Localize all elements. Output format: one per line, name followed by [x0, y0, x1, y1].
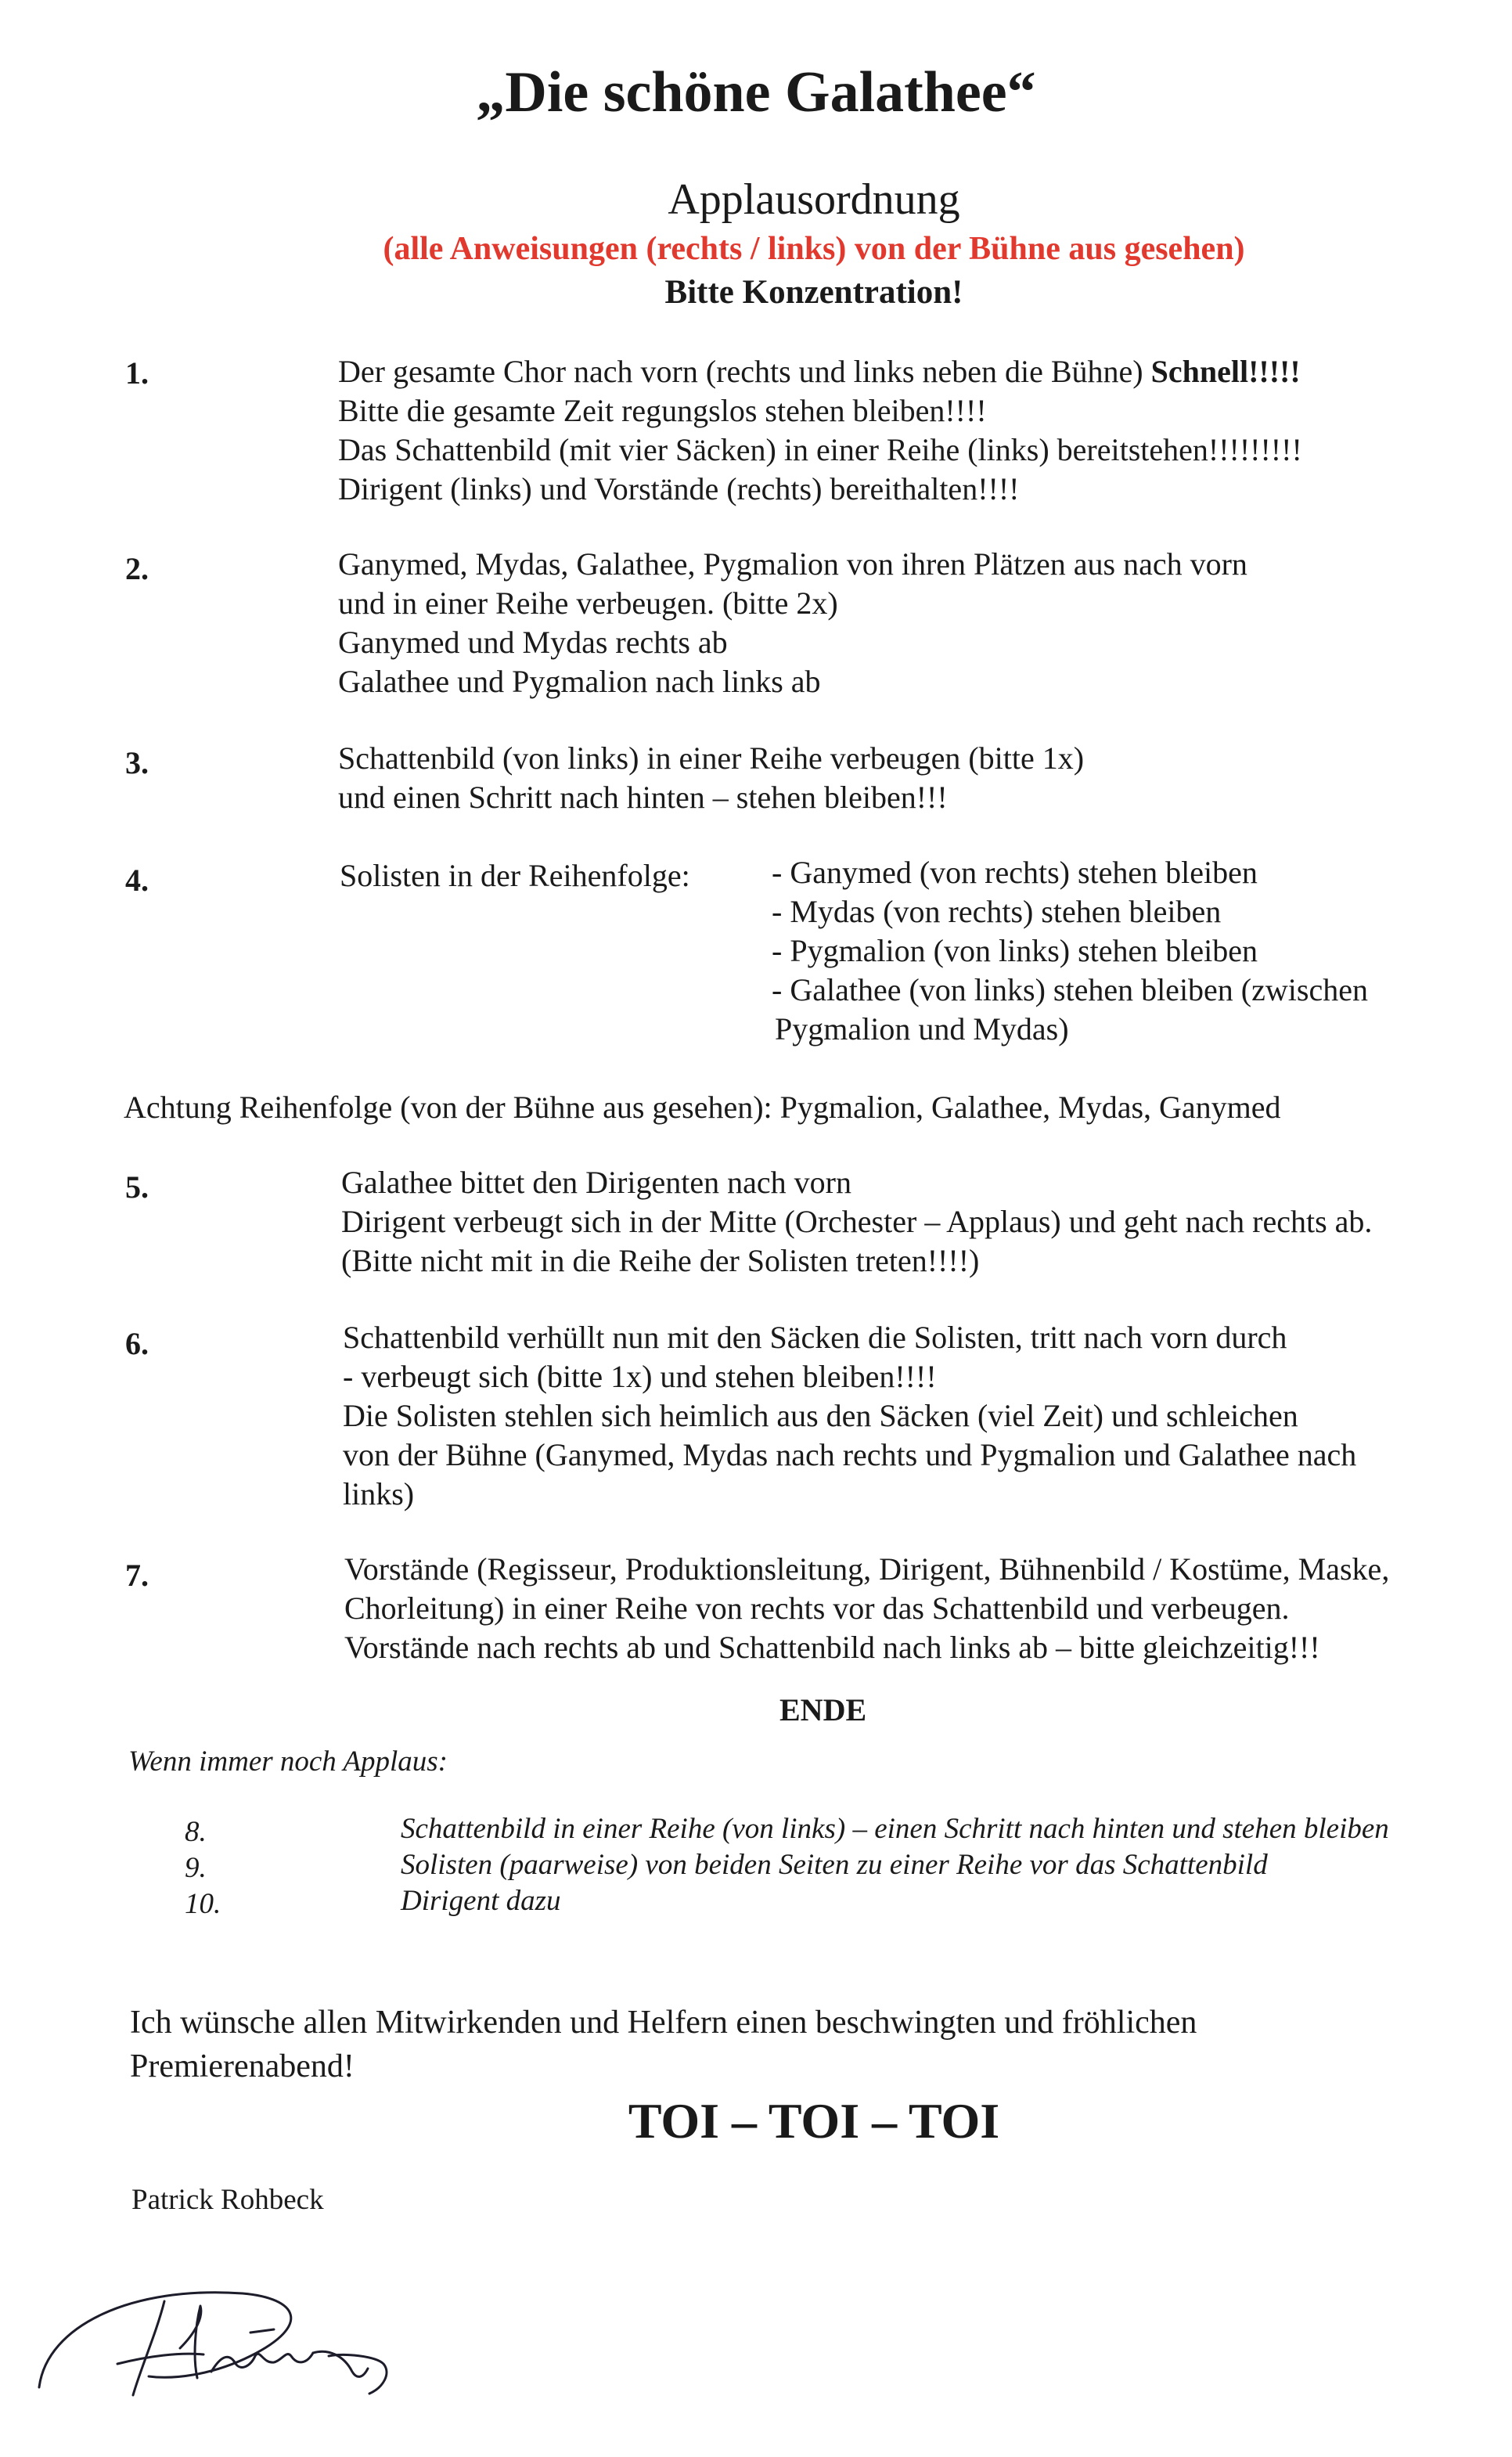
item-line: Vorstände nach rechts ab und Schattenbild nach links ab – bitte gleichzeitig!!! [344, 1630, 1320, 1665]
item-line: Schattenbild (von links) in einer Reihe verbeugen (bitte 1x) [338, 740, 1085, 776]
item-4-list [772, 853, 1368, 1049]
item-3-text [338, 739, 1084, 817]
item-line: - Mydas (von rechts) stehen bleiben [772, 894, 1222, 929]
emphasis-text: Schnell!!!!! [1143, 354, 1301, 389]
extra-item-number: 8. [185, 1816, 207, 1848]
extra-item-text: Schattenbild in einer Reihe (von links) – einen Schritt nach hinten und stehen bleiben [401, 1813, 1389, 1845]
item-line: Die Solisten stehlen sich heimlich aus den Säcken (viel Zeit) und schleichen [343, 1398, 1298, 1433]
item-line: Vorstände (Regisseur, Produktionsleitung, Dirigent, Bühnenbild / Kostüme, Maske, [344, 1551, 1390, 1587]
end-label: ENDE [779, 1692, 867, 1727]
item-line: Dirigent (links) und Vorstände (rechts) bereithalten!!!! [338, 471, 1020, 506]
extra-item-number: 10. [185, 1888, 221, 1920]
item-line: Das Schattenbild (mit vier Säcken) in einer Reihe (links) bereitstehen!!!!!!!!! [338, 432, 1302, 467]
document-subtitle: Applausordnung [668, 175, 960, 224]
item-number: 1. [125, 355, 149, 391]
signature-icon [16, 2239, 454, 2411]
item-line: und in einer Reihe verbeugen. (bitte 2x) [338, 585, 838, 621]
closing-line: Ich wünsche allen Mitwirkenden und Helfern einen beschwingten und fröhlichen [130, 2005, 1197, 2041]
extra-item-text: Dirigent dazu [401, 1885, 561, 1917]
item-line: - verbeugt sich (bitte 1x) und stehen bleiben!!!! [343, 1359, 937, 1394]
item-line [338, 352, 1302, 391]
item-line: - Ganymed (von rechts) stehen bleiben [772, 855, 1258, 890]
item-number: 7. [125, 1558, 149, 1593]
item-number: 5. [125, 1169, 149, 1205]
item-line-text: Der gesamte Chor nach vorn (rechts und links neben die Bühne) [338, 354, 1143, 389]
item-6-text [343, 1318, 1356, 1514]
item-1-text [338, 352, 1302, 509]
extra-item-number: 9. [185, 1852, 207, 1884]
toi-toi-toi: TOI – TOI – TOI [628, 2093, 1000, 2149]
item-line: Dirigent verbeugt sich in der Mitte (Orchester – Applaus) und geht nach rechts ab. [341, 1204, 1373, 1239]
item-number: 6. [125, 1326, 149, 1361]
item-line: von der Bühne (Ganymed, Mydas nach rechts und Pygmalion und Galathee nach [343, 1437, 1357, 1472]
item-line: (Bitte nicht mit in die Reihe der Solisten treten!!!!) [341, 1243, 980, 1278]
item-line: und einen Schritt nach hinten – stehen bleiben!!! [338, 780, 948, 815]
item-line: Pygmalion und Mydas) [775, 1011, 1069, 1047]
item-line: - Pygmalion (von links) stehen bleiben [772, 933, 1258, 968]
closing-line: Premierenabend! [130, 2048, 355, 2084]
item-4-label: Solisten in der Reihenfolge: [340, 858, 690, 893]
item-line: Ganymed, Mydas, Galathee, Pygmalion von ihren Plätzen aus nach vorn [338, 546, 1247, 582]
item-line: Schattenbild verhüllt nun mit den Säcken die Solisten, tritt nach vorn durch [343, 1320, 1287, 1355]
item-number: 4. [125, 863, 149, 898]
item-number: 2. [125, 551, 149, 586]
item-5-text [341, 1163, 1372, 1281]
stage-direction-note: (alle Anweisungen (rechts / links) von der Bühne aus gesehen) [383, 231, 1245, 267]
item-line: Galathee und Pygmalion nach links ab [338, 664, 821, 699]
item-line: Bitte die gesamte Zeit regungslos stehen bleiben!!!! [338, 393, 987, 428]
author-name: Patrick Rohbeck [131, 2184, 324, 2216]
document-title: „Die schöne Galathee“ [476, 60, 1036, 124]
item-2-text [338, 545, 1247, 701]
item-line: - Galathee (von links) stehen bleiben (zwischen [772, 972, 1368, 1007]
extra-heading: Wenn immer noch Applaus: [128, 1745, 448, 1778]
item-number: 3. [125, 745, 149, 780]
extra-item-text: Solisten (paarweise) von beiden Seiten zu einer Reihe vor das Schattenbild [401, 1849, 1268, 1881]
item-7-text [344, 1550, 1389, 1667]
item-line: Chorleitung) in einer Reihe von rechts vor das Schattenbild und verbeugen. [344, 1591, 1290, 1626]
closing-text [130, 2001, 1197, 2088]
item-line: links) [343, 1476, 415, 1511]
order-note: Achtung Reihenfolge (von der Bühne aus gesehen): Pygmalion, Galathee, Mydas, Ganymed [124, 1090, 1281, 1125]
concentration-note: Bitte Konzentration! [664, 274, 963, 311]
item-line: Galathee bittet den Dirigenten nach vorn [341, 1165, 851, 1200]
item-line: Ganymed und Mydas rechts ab [338, 625, 728, 660]
